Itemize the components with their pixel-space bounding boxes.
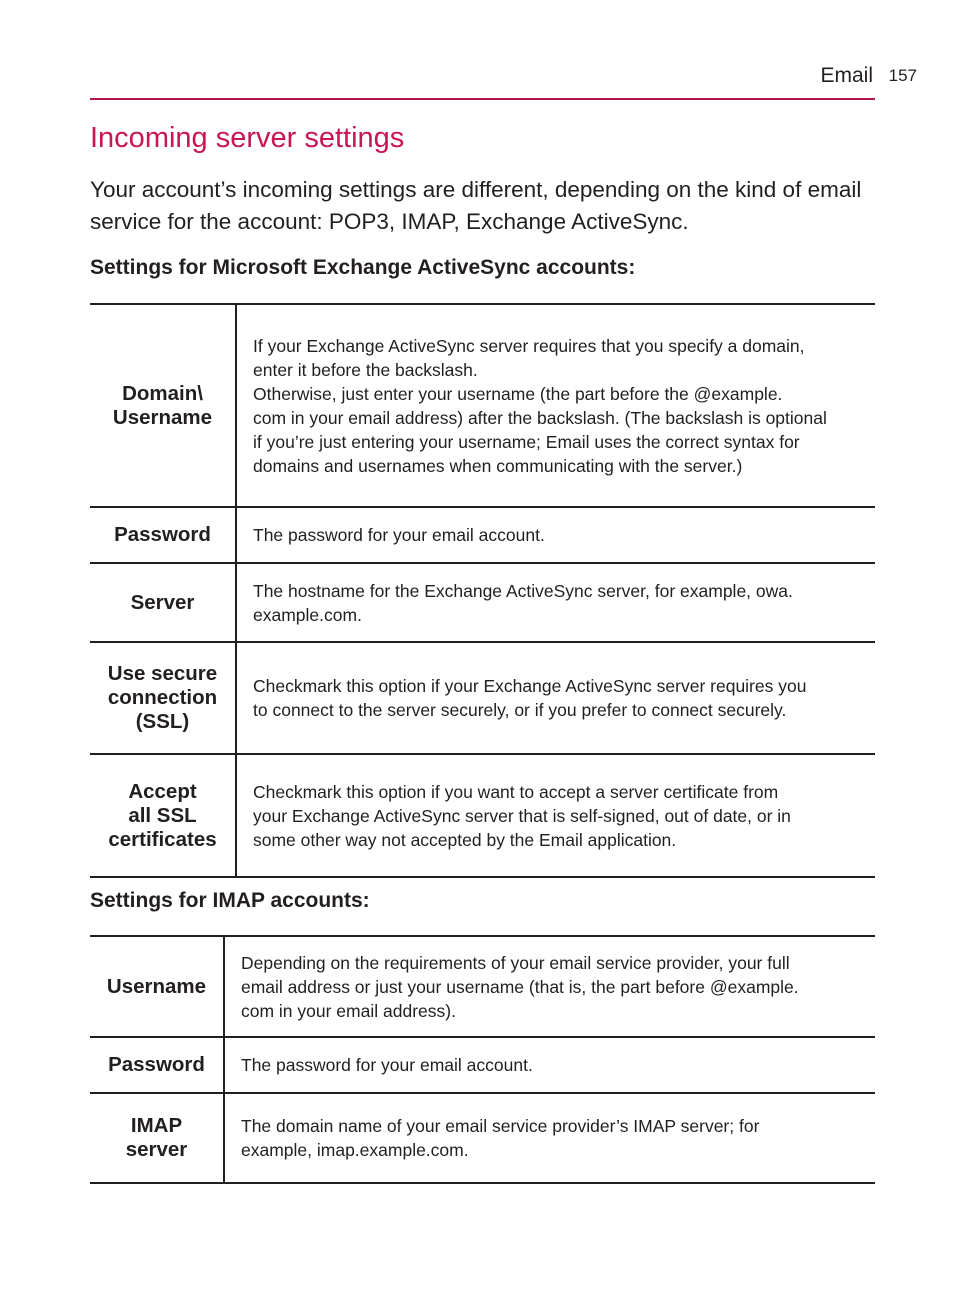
setting-name: Username xyxy=(90,936,224,1037)
setting-description: If your Exchange ActiveSync server requires that you specify a domain, enter it before the backslash. Otherwise, just enter your username (the part before the @example. com in your email address) after the backslash. (The backslash is optional if you’re just entering your username; Email uses the correct syntax for domains and usernames when communicating with the server.) xyxy=(236,304,875,507)
table-row xyxy=(90,563,875,642)
intro-paragraph: Your account’s incoming settings are different, depending on the kind of email service for the account: POP3, IMAP, Exchange ActiveSync. xyxy=(90,177,862,234)
section-name: Email xyxy=(820,64,873,87)
exchange-settings-table xyxy=(90,303,875,878)
page-header xyxy=(90,62,917,100)
imap-settings-heading: Settings for IMAP accounts: xyxy=(90,889,370,912)
setting-description: The domain name of your email service provider’s IMAP server; for example, imap.example.com. xyxy=(224,1093,875,1183)
setting-name: Password xyxy=(90,1037,224,1093)
exchange-settings-heading: Settings for Microsoft Exchange ActiveSync accounts: xyxy=(90,256,636,279)
setting-description: The hostname for the Exchange ActiveSync server, for example, owa. example.com. xyxy=(236,563,875,642)
table-row xyxy=(90,1037,875,1093)
setting-description: Checkmark this option if your Exchange ActiveSync server requires you to connect to the server securely, or if you prefer to connect securely. xyxy=(236,642,875,754)
table-row xyxy=(90,507,875,563)
setting-name: Accept all SSL certificates xyxy=(90,754,236,877)
setting-name: Server xyxy=(90,563,236,642)
table-row xyxy=(90,642,875,754)
setting-name: Password xyxy=(90,507,236,563)
setting-name: Domain\ Username xyxy=(90,304,236,507)
table-row xyxy=(90,304,875,507)
table-row xyxy=(90,1093,875,1183)
imap-settings-table xyxy=(90,935,875,1184)
setting-description: The password for your email account. xyxy=(224,1037,875,1093)
setting-description: Depending on the requirements of your email service provider, your full email address or just your username (that is, the part before @example. com in your email address). xyxy=(224,936,875,1037)
page-number: 157 xyxy=(888,66,917,85)
setting-name: IMAP server xyxy=(90,1093,224,1183)
setting-description: Checkmark this option if you want to accept a server certificate from your Exchange ActiveSync server that is self-signed, out of date, or in some other way not accepted by the Email application. xyxy=(236,754,875,877)
table-row xyxy=(90,936,875,1037)
setting-name: Use secure connection (SSL) xyxy=(90,642,236,754)
page-title: Incoming server settings xyxy=(90,122,405,154)
setting-description: The password for your email account. xyxy=(236,507,875,563)
table-row xyxy=(90,754,875,877)
